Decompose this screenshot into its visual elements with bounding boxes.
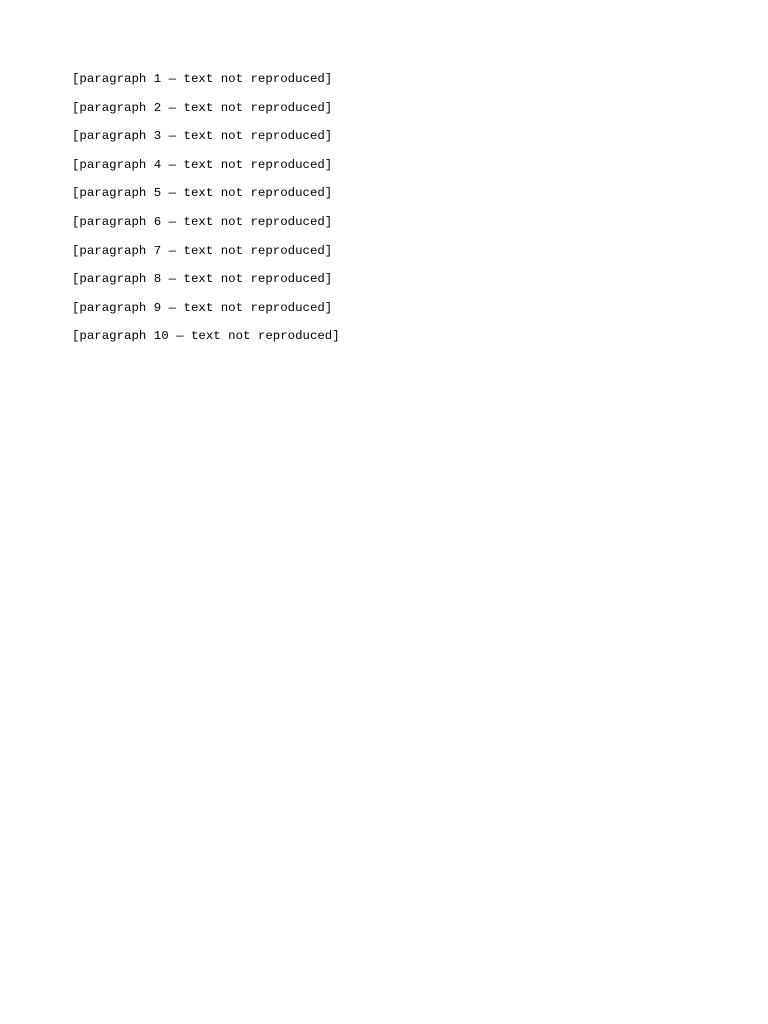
paragraph: [paragraph 1 — text not reproduced]	[72, 72, 333, 86]
paragraph: [paragraph 4 — text not reproduced]	[72, 157, 333, 172]
paragraph: [paragraph 2 — text not reproduced]	[72, 100, 333, 115]
document-page	[72, 72, 700, 358]
paragraph: [paragraph 7 — text not reproduced]	[72, 243, 333, 258]
paragraph: [paragraph 9 — text not reproduced]	[72, 300, 333, 315]
paragraph: [paragraph 6 — text not reproduced]	[72, 214, 333, 229]
paragraph: [paragraph 8 — text not reproduced]	[72, 272, 333, 287]
paragraph: [paragraph 3 — text not reproduced]	[72, 129, 333, 144]
paragraph: [paragraph 10 — text not reproduced]	[72, 329, 340, 344]
paragraph: [paragraph 5 — text not reproduced]	[72, 186, 333, 201]
